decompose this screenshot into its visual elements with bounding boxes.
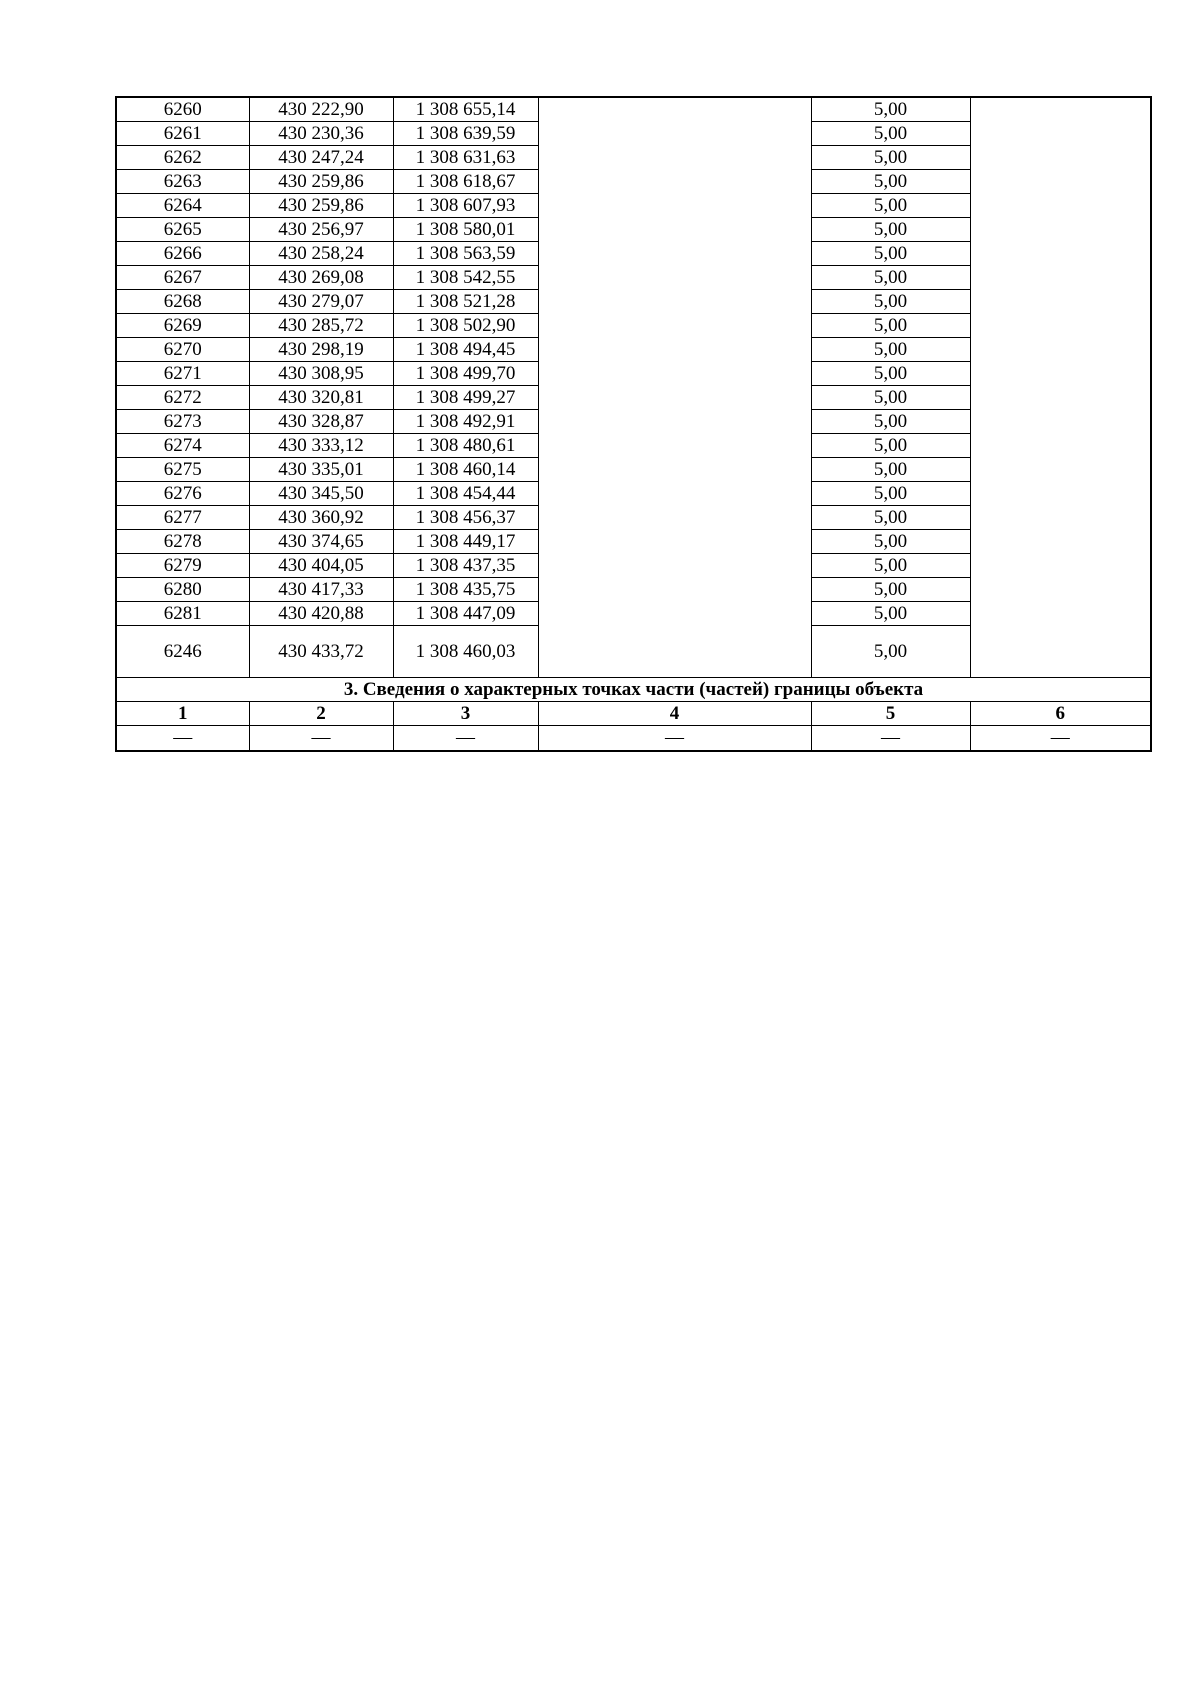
point-number-cell: 6281 — [116, 602, 249, 626]
empty-cell — [538, 434, 811, 458]
x-coordinate-cell: 430 404,05 — [249, 554, 393, 578]
column-number-cell: 5 — [811, 702, 970, 726]
section3-body — [116, 678, 1151, 752]
x-coordinate-cell: 430 269,08 — [249, 266, 393, 290]
points-table-body — [116, 97, 1151, 678]
point-number-cell: 6271 — [116, 362, 249, 386]
empty-cell — [970, 290, 1151, 314]
dash-cell: — — [249, 726, 393, 752]
accuracy-cell: 5,00 — [811, 146, 970, 170]
section3-title: 3. Сведения о характерных точках части (частей) границы объекта — [116, 678, 1151, 702]
empty-cell — [970, 122, 1151, 146]
x-coordinate-cell: 430 374,65 — [249, 530, 393, 554]
empty-cell — [538, 482, 811, 506]
empty-cell — [970, 410, 1151, 434]
column-number-cell: 6 — [970, 702, 1151, 726]
dash-cell: — — [811, 726, 970, 752]
table-row — [116, 506, 1151, 530]
empty-cell — [538, 506, 811, 530]
y-coordinate-cell: 1 308 494,45 — [393, 338, 538, 362]
table-row — [116, 290, 1151, 314]
empty-cell — [538, 362, 811, 386]
empty-cell — [970, 482, 1151, 506]
x-coordinate-cell: 430 256,97 — [249, 218, 393, 242]
empty-cell — [970, 602, 1151, 626]
y-coordinate-cell: 1 308 631,63 — [393, 146, 538, 170]
y-coordinate-cell: 1 308 435,75 — [393, 578, 538, 602]
point-number-cell: 6276 — [116, 482, 249, 506]
empty-cell — [538, 458, 811, 482]
empty-cell — [538, 97, 811, 122]
empty-cell — [970, 194, 1151, 218]
empty-cell — [538, 122, 811, 146]
point-number-cell: 6272 — [116, 386, 249, 410]
column-number-cell: 2 — [249, 702, 393, 726]
y-coordinate-cell: 1 308 437,35 — [393, 554, 538, 578]
x-coordinate-cell: 430 335,01 — [249, 458, 393, 482]
y-coordinate-cell: 1 308 499,70 — [393, 362, 538, 386]
y-coordinate-cell: 1 308 542,55 — [393, 266, 538, 290]
table-row — [116, 170, 1151, 194]
accuracy-cell: 5,00 — [811, 626, 970, 678]
empty-cell — [970, 386, 1151, 410]
accuracy-cell: 5,00 — [811, 266, 970, 290]
section3-title-row — [116, 678, 1151, 702]
table-row — [116, 146, 1151, 170]
column-number-cell: 1 — [116, 702, 249, 726]
table-row — [116, 314, 1151, 338]
y-coordinate-cell: 1 308 447,09 — [393, 602, 538, 626]
empty-cell — [970, 266, 1151, 290]
point-number-cell: 6269 — [116, 314, 249, 338]
y-coordinate-cell: 1 308 655,14 — [393, 97, 538, 122]
x-coordinate-cell: 430 345,50 — [249, 482, 393, 506]
x-coordinate-cell: 430 247,24 — [249, 146, 393, 170]
y-coordinate-cell: 1 308 454,44 — [393, 482, 538, 506]
point-number-cell: 6274 — [116, 434, 249, 458]
empty-cell — [970, 97, 1151, 122]
accuracy-cell: 5,00 — [811, 482, 970, 506]
empty-cell — [538, 242, 811, 266]
accuracy-cell: 5,00 — [811, 170, 970, 194]
y-coordinate-cell: 1 308 639,59 — [393, 122, 538, 146]
y-coordinate-cell: 1 308 521,28 — [393, 290, 538, 314]
table-row — [116, 530, 1151, 554]
empty-cell — [538, 386, 811, 410]
empty-cell — [970, 338, 1151, 362]
dash-cell: — — [538, 726, 811, 752]
y-coordinate-cell: 1 308 449,17 — [393, 530, 538, 554]
table-row — [116, 242, 1151, 266]
y-coordinate-cell: 1 308 460,14 — [393, 458, 538, 482]
x-coordinate-cell: 430 420,88 — [249, 602, 393, 626]
dash-cell: — — [116, 726, 249, 752]
table-row — [116, 338, 1151, 362]
empty-cell — [538, 530, 811, 554]
y-coordinate-cell: 1 308 460,03 — [393, 626, 538, 678]
x-coordinate-cell: 430 259,86 — [249, 170, 393, 194]
empty-cell — [970, 146, 1151, 170]
x-coordinate-cell: 430 328,87 — [249, 410, 393, 434]
accuracy-cell: 5,00 — [811, 602, 970, 626]
empty-cell — [970, 314, 1151, 338]
x-coordinate-cell: 430 222,90 — [249, 97, 393, 122]
point-number-cell: 6279 — [116, 554, 249, 578]
x-coordinate-cell: 430 259,86 — [249, 194, 393, 218]
y-coordinate-cell: 1 308 499,27 — [393, 386, 538, 410]
table-row — [116, 266, 1151, 290]
point-number-cell: 6266 — [116, 242, 249, 266]
boundary-points-table — [115, 96, 1152, 752]
empty-cell — [538, 314, 811, 338]
accuracy-cell: 5,00 — [811, 218, 970, 242]
accuracy-cell: 5,00 — [811, 386, 970, 410]
point-number-cell: 6270 — [116, 338, 249, 362]
x-coordinate-cell: 430 417,33 — [249, 578, 393, 602]
empty-cell — [970, 170, 1151, 194]
empty-cell — [538, 554, 811, 578]
accuracy-cell: 5,00 — [811, 554, 970, 578]
table-row — [116, 386, 1151, 410]
column-number-cell: 3 — [393, 702, 538, 726]
empty-cell — [538, 338, 811, 362]
table-row — [116, 218, 1151, 242]
table-row — [116, 97, 1151, 122]
empty-cell — [970, 458, 1151, 482]
y-coordinate-cell: 1 308 563,59 — [393, 242, 538, 266]
point-number-cell: 6273 — [116, 410, 249, 434]
point-number-cell: 6267 — [116, 266, 249, 290]
point-number-cell: 6260 — [116, 97, 249, 122]
x-coordinate-cell: 430 308,95 — [249, 362, 393, 386]
table-row — [116, 410, 1151, 434]
empty-cell — [538, 218, 811, 242]
y-coordinate-cell: 1 308 580,01 — [393, 218, 538, 242]
empty-cell — [970, 434, 1151, 458]
empty-cell — [538, 170, 811, 194]
y-coordinate-cell: 1 308 480,61 — [393, 434, 538, 458]
empty-cell — [970, 626, 1151, 678]
x-coordinate-cell: 430 279,07 — [249, 290, 393, 314]
table-row — [116, 434, 1151, 458]
y-coordinate-cell: 1 308 492,91 — [393, 410, 538, 434]
empty-cell — [970, 218, 1151, 242]
table-row — [116, 194, 1151, 218]
empty-cell — [970, 242, 1151, 266]
column-number-row — [116, 702, 1151, 726]
empty-cell — [538, 410, 811, 434]
empty-cell — [970, 530, 1151, 554]
dash-cell: — — [393, 726, 538, 752]
point-number-cell: 6246 — [116, 626, 249, 678]
empty-cell — [538, 626, 811, 678]
accuracy-cell: 5,00 — [811, 458, 970, 482]
y-coordinate-cell: 1 308 456,37 — [393, 506, 538, 530]
point-number-cell: 6263 — [116, 170, 249, 194]
point-number-cell: 6280 — [116, 578, 249, 602]
empty-cell — [970, 362, 1151, 386]
y-coordinate-cell: 1 308 607,93 — [393, 194, 538, 218]
x-coordinate-cell: 430 230,36 — [249, 122, 393, 146]
y-coordinate-cell: 1 308 618,67 — [393, 170, 538, 194]
empty-cell — [538, 266, 811, 290]
table-row — [116, 362, 1151, 386]
point-number-cell: 6278 — [116, 530, 249, 554]
point-number-cell: 6275 — [116, 458, 249, 482]
point-number-cell: 6264 — [116, 194, 249, 218]
x-coordinate-cell: 430 285,72 — [249, 314, 393, 338]
accuracy-cell: 5,00 — [811, 338, 970, 362]
table-row — [116, 482, 1151, 506]
accuracy-cell: 5,00 — [811, 242, 970, 266]
y-coordinate-cell: 1 308 502,90 — [393, 314, 538, 338]
point-number-cell: 6265 — [116, 218, 249, 242]
point-number-cell: 6277 — [116, 506, 249, 530]
table-row — [116, 122, 1151, 146]
empty-cell — [538, 290, 811, 314]
point-number-cell: 6262 — [116, 146, 249, 170]
accuracy-cell: 5,00 — [811, 362, 970, 386]
point-number-cell: 6268 — [116, 290, 249, 314]
point-number-cell: 6261 — [116, 122, 249, 146]
accuracy-cell: 5,00 — [811, 194, 970, 218]
empty-cell — [970, 506, 1151, 530]
accuracy-cell: 5,00 — [811, 290, 970, 314]
x-coordinate-cell: 430 298,19 — [249, 338, 393, 362]
accuracy-cell: 5,00 — [811, 314, 970, 338]
table-row — [116, 602, 1151, 626]
accuracy-cell: 5,00 — [811, 434, 970, 458]
accuracy-cell: 5,00 — [811, 530, 970, 554]
x-coordinate-cell: 430 360,92 — [249, 506, 393, 530]
accuracy-cell: 5,00 — [811, 578, 970, 602]
accuracy-cell: 5,00 — [811, 506, 970, 530]
dash-cell: — — [970, 726, 1151, 752]
empty-cell — [538, 194, 811, 218]
accuracy-cell: 5,00 — [811, 122, 970, 146]
table-row — [116, 554, 1151, 578]
empty-cell — [538, 602, 811, 626]
x-coordinate-cell: 430 258,24 — [249, 242, 393, 266]
accuracy-cell: 5,00 — [811, 410, 970, 434]
empty-cell — [538, 146, 811, 170]
table-row — [116, 626, 1151, 678]
accuracy-cell: 5,00 — [811, 97, 970, 122]
x-coordinate-cell: 430 433,72 — [249, 626, 393, 678]
x-coordinate-cell: 430 333,12 — [249, 434, 393, 458]
section3-empty-row — [116, 726, 1151, 752]
empty-cell — [538, 578, 811, 602]
empty-cell — [970, 578, 1151, 602]
x-coordinate-cell: 430 320,81 — [249, 386, 393, 410]
table-row — [116, 458, 1151, 482]
column-number-cell: 4 — [538, 702, 811, 726]
table-row — [116, 578, 1151, 602]
empty-cell — [970, 554, 1151, 578]
